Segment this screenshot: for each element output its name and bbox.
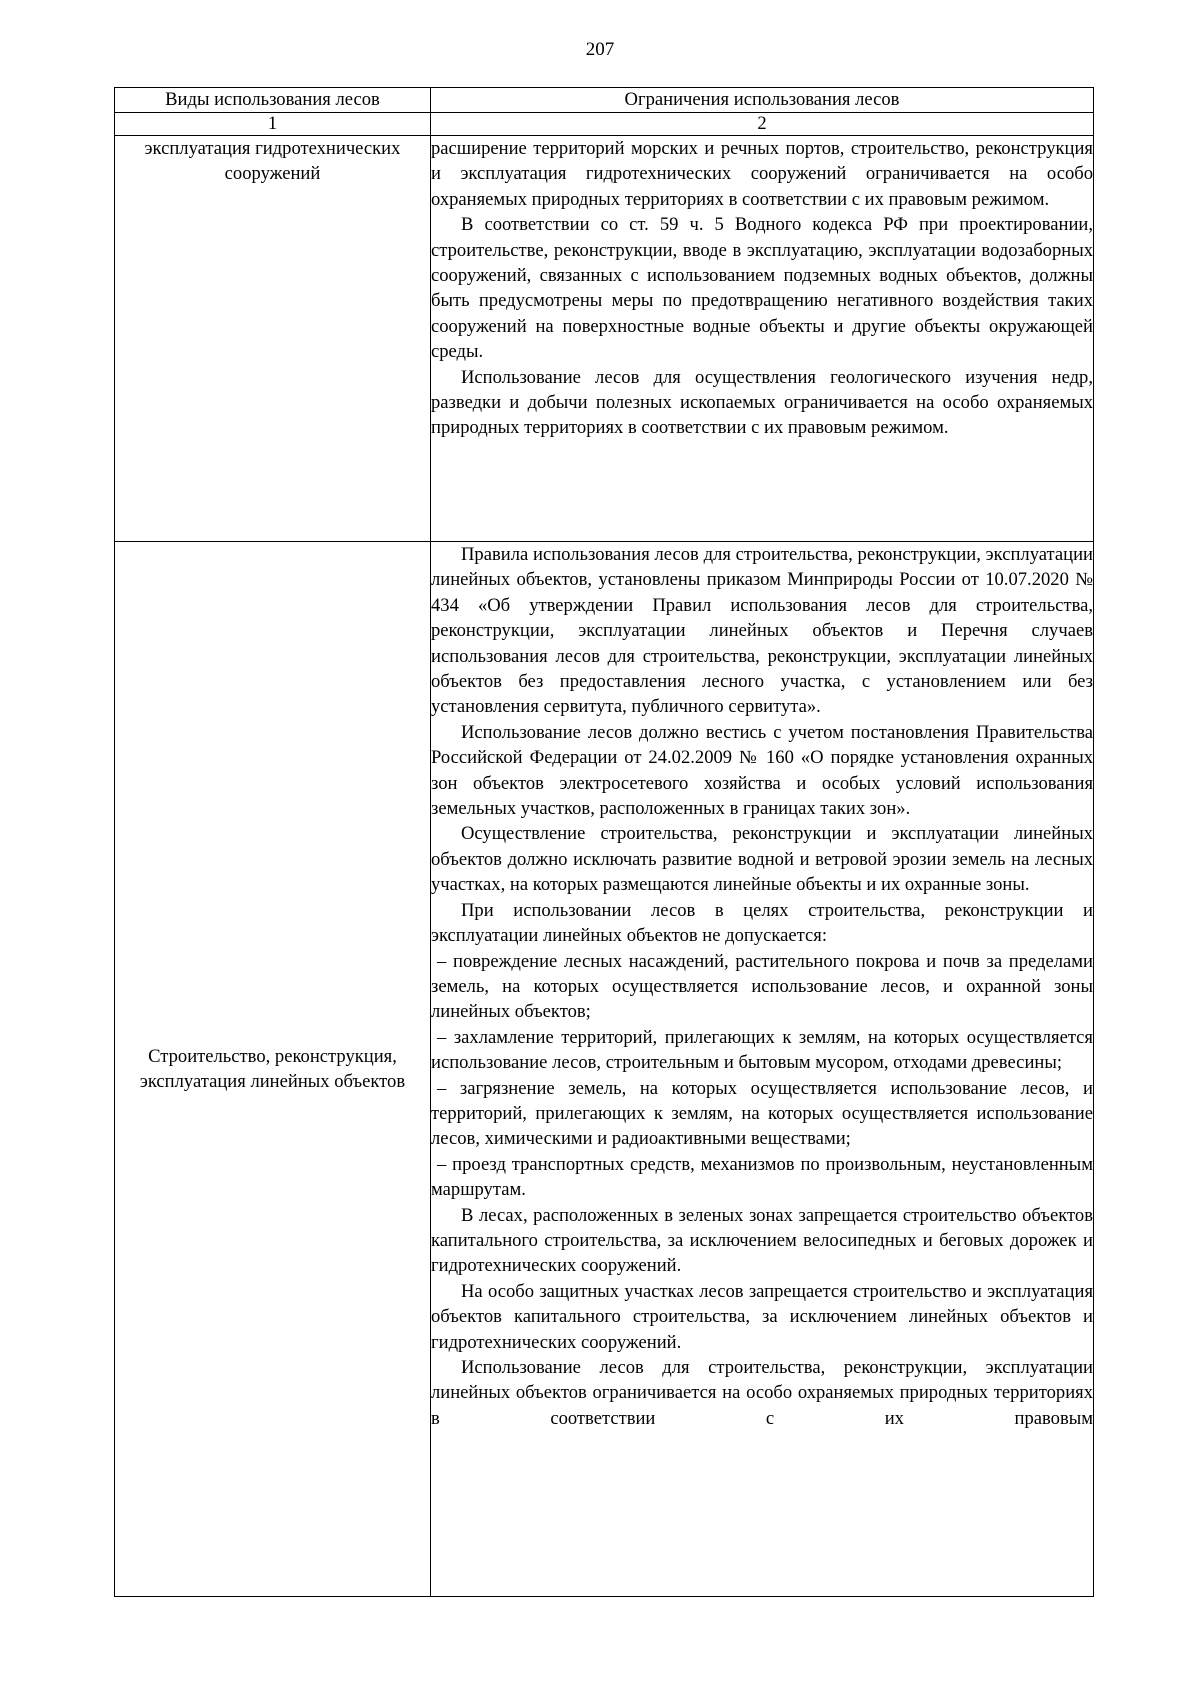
- column-header-forest-use: Виды использования лесов: [115, 88, 431, 113]
- table-row: [115, 542, 1094, 1597]
- list-item: – захламление территорий, прилегающих к землям, на которых осуществляется использование лесов, строительным и бытовым мусором, отходами древесины;: [431, 1026, 1093, 1074]
- paragraph: Правила использования лесов для строительства, реконструкции, эксплуатации линейных объектов, установлены приказом Минприроды России от 10.07.2020 № 434 «Об утверждении Правил использования лесов для строительства, реконструкции, эксплуатации линейных объектов и Перечня случаев использования лесов для строительства, реконструкции, эксплуатации линейных объектов без предоставления лесного участка, с установлением или без установления сервитута, публичного сервитута».: [431, 544, 1093, 718]
- column-number-row: [115, 113, 1094, 136]
- paragraph: Использование лесов для осуществления геологического изучения недр, разведки и добычи полезных ископаемых ограничивается на особо охраняемых природных территориях в соответствии с их правовым режимом.: [431, 366, 1093, 439]
- paragraph: Осуществление строительства, реконструкции и эксплуатации линейных объектов должно исключать развитие водной и ветровой эрозии земель на лесных участках, на которых размещаются линейные объекты и их охранные зоны.: [431, 823, 1093, 896]
- paragraph: Использование лесов должно вестись с учетом постановления Правительства Российской Федерации от 24.02.2009 № 160 «О порядке установления охранных зон объектов электросетевого хозяйства и особых условий использования земельных участков, расположенных в границах таких зон».: [431, 721, 1093, 820]
- list-item: – загрязнение земель, на которых осуществляется использование лесов, и территорий, прилегающих к землям, на которых осуществляется использование лесов, химическими и радиоактивными веществами;: [431, 1077, 1093, 1150]
- page-number: 207: [585, 39, 615, 60]
- forest-use-cell: Строительство, реконструкция, эксплуатация линейных объектов: [115, 542, 431, 1597]
- column-number-1: 1: [115, 113, 431, 136]
- paragraph: При использовании лесов в целях строительства, реконструкции и эксплуатации линейных объектов не допускается:: [431, 899, 1093, 947]
- list-item: – повреждение лесных насаждений, растительного покрова и почв за пределами земель, на которых осуществляется использование лесов, и охранной зоны линейных объектов;: [431, 950, 1093, 1023]
- forest-use-restrictions-table: [114, 87, 1094, 1597]
- column-header-restrictions: Ограничения использования лесов: [431, 88, 1094, 113]
- restrictions-cell: [431, 542, 1094, 1597]
- table-row: [115, 136, 1094, 542]
- paragraph: расширение территорий морских и речных портов, строительство, реконструкция и эксплуатация гидротехнических сооружений ограничивается на особо охраняемых природных территориях в соответствии с их правовым режимом.: [431, 138, 1093, 210]
- paragraph: В соответствии со ст. 59 ч. 5 Водного кодекса РФ при проектировании, строительстве, реконструкции, вводе в эксплуатацию, эксплуатации водозаборных сооружений, связанных с использованием подземных водных объектов, должны быть предусмотрены меры по предотвращению негативного воздействия таких сооружений на поверхностные водные объекты и другие объекты окружающей среды.: [431, 214, 1093, 363]
- paragraph: На особо защитных участках лесов запрещается строительство и эксплуатация объектов капитального строительства, за исключением линейных объектов и гидротехнических сооружений.: [431, 1280, 1093, 1353]
- paragraph: Использование лесов для строительства, реконструкции, эксплуатации линейных объектов ограничивается на особо охраняемых природных территориях в соответствии с их правовым: [431, 1357, 1093, 1429]
- column-number-2: 2: [431, 113, 1094, 136]
- forest-use-cell: эксплуатация гидротехнических сооружений: [115, 136, 431, 542]
- table-header-row: [115, 88, 1094, 113]
- paragraph: В лесах, расположенных в зеленых зонах запрещается строительство объектов капитального строительства, за исключением велосипедных и беговых дорожек и гидротехнических сооружений.: [431, 1204, 1093, 1277]
- list-item: – проезд транспортных средств, механизмов по произвольным, неустановленным маршрутам.: [431, 1153, 1093, 1201]
- restrictions-cell: [431, 136, 1094, 542]
